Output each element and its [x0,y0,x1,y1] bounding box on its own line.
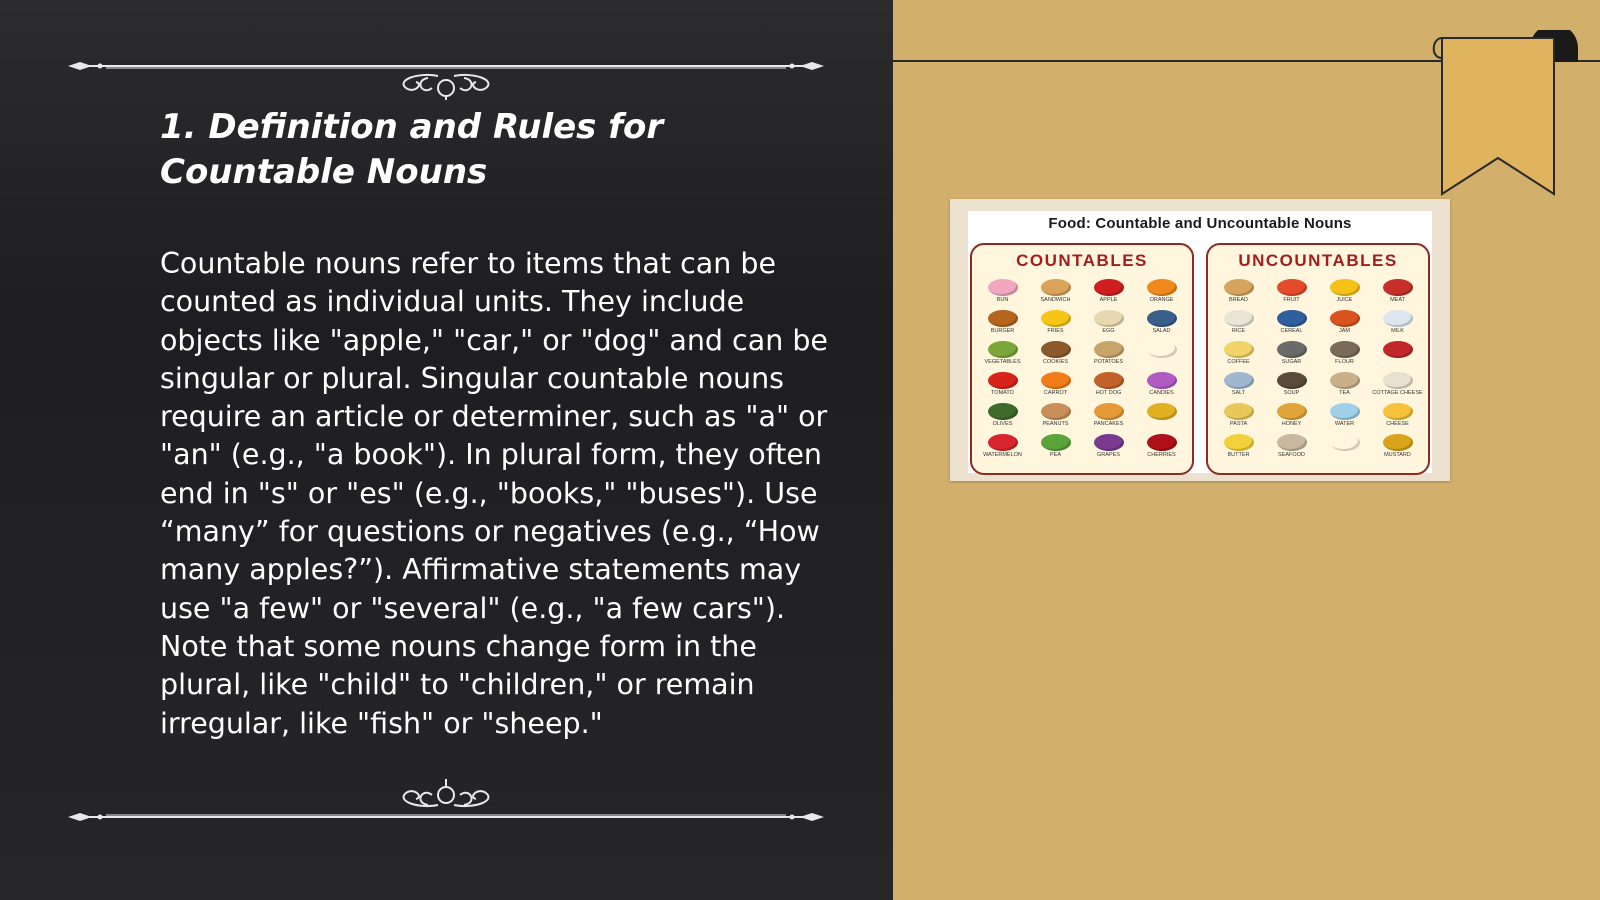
food-item-label: PEA [1049,452,1061,458]
food-item-label: COFFEE [1227,359,1250,365]
food-item [1212,403,1265,434]
food-item [1135,434,1188,465]
food-illustration-icon [1277,310,1307,327]
food-image-inner [968,211,1432,473]
food-item-label: MUSTARD [1384,452,1411,458]
bookmark-ribbon-icon [1430,30,1590,200]
food-illustration-icon [1041,341,1071,358]
food-item [1082,372,1135,403]
food-item [1082,403,1135,434]
food-illustration-icon [1224,403,1254,420]
food-item [1265,372,1318,403]
food-item-label: SUGAR [1281,359,1302,365]
food-item-label: VEGETABLES [984,359,1021,365]
food-item [1318,372,1371,403]
food-item-label: TEA [1339,390,1350,396]
food-nouns-image [950,199,1450,481]
food-item [976,310,1029,341]
food-item-label: SALT [1231,390,1246,396]
food-illustration-icon [1383,403,1413,420]
food-item [1318,310,1371,341]
food-item-label: CANDIES [1149,390,1174,396]
food-illustration-icon [1094,403,1124,420]
food-illustration-icon [1383,341,1413,358]
food-illustration-icon [1147,341,1177,358]
slide-body-text: Countable nouns refer to items that can be counted as individual units. They include objects like "apple," "car," or "dog" and can be singular or plural. Singular countable nouns require an article or determiner, such as "a" or "an" (e.g., "a book"). In plural form, they often end in "s" or "es" (e.g., "books," "buses"). Use “many” for questions or negatives (e.g., “How many apples?”). Affirmative statements may use "a few" or "several" (e.g., "a few cars"). Note that some nouns change form in the plural, like "child" to "children," or remain irregular, like "fish" or "sheep." [160,247,828,740]
food-item [1371,279,1424,310]
food-item-label: BUTTER [1227,452,1250,458]
food-item [1029,341,1082,372]
food-item [1029,279,1082,310]
food-item [1265,310,1318,341]
food-illustration-icon [1224,341,1254,358]
food-illustration-icon [1224,434,1254,451]
food-item [1029,310,1082,341]
food-illustration-icon [1277,279,1307,296]
food-item-label: FRIES [1047,328,1064,334]
food-image-title: Food: Countable and Uncountable Nouns [1048,215,1352,232]
food-illustration-icon [1041,434,1071,451]
food-item [1371,341,1424,372]
food-item-label: SALAD [1152,328,1171,334]
food-item [1265,403,1318,434]
food-item-label: TOMATO [991,390,1014,396]
food-item [1029,403,1082,434]
food-item-label: COOKIES [1042,359,1069,365]
food-item [976,434,1029,465]
food-item-label: EGG [1102,328,1115,334]
food-item [1318,279,1371,310]
food-illustration-icon [1383,434,1413,451]
food-item [1318,341,1371,372]
food-item [1082,310,1135,341]
food-illustration-icon [988,310,1018,327]
bottom-ornament-divider [66,775,826,825]
food-item [1082,434,1135,465]
uncountables-header: UNCOUNTABLES [1238,251,1398,270]
food-illustration-icon [1147,403,1177,420]
food-illustration-icon [1330,310,1360,327]
food-item-label: HOT DOG [1095,390,1122,396]
food-item-label: SEAFOOD [1278,452,1305,458]
food-illustration-icon [988,341,1018,358]
food-illustration-icon [1147,279,1177,296]
food-item-label: WATER [1334,421,1355,427]
food-illustration-icon [1041,279,1071,296]
food-item [1212,372,1265,403]
food-item-label: WATERMELON [983,452,1022,458]
food-item-label: CHERRIES [1147,452,1176,458]
food-illustration-icon [1094,310,1124,327]
top-ornament-divider [66,50,826,100]
food-item [1212,310,1265,341]
food-illustration-icon [1224,310,1254,327]
food-item [1135,279,1188,310]
food-illustration-icon [1383,310,1413,327]
food-item [976,372,1029,403]
food-item [1265,341,1318,372]
countables-column [970,243,1194,475]
food-illustration-icon [1147,434,1177,451]
food-item [1371,403,1424,434]
food-item-label: SANDWICH [1040,297,1071,303]
food-illustration-icon [1277,403,1307,420]
food-illustration-icon [1041,310,1071,327]
food-item-label: ORANGE [1149,297,1174,303]
food-illustration-icon [1277,372,1307,389]
countables-grid [976,279,1188,465]
food-item-label: FRUIT [1283,297,1300,303]
uncountables-column [1206,243,1430,475]
food-item-label: POTATOES [1093,359,1124,365]
food-illustration-icon [1277,434,1307,451]
food-illustration-icon [1383,279,1413,296]
food-illustration-icon [1094,341,1124,358]
food-illustration-icon [1330,434,1360,451]
food-item [1318,403,1371,434]
food-item-label: CHEESE [1386,421,1409,427]
food-illustration-icon [1330,403,1360,420]
food-item [1265,434,1318,465]
food-item-label: PEANUTS [1042,421,1069,427]
food-item [1082,279,1135,310]
food-item [1265,279,1318,310]
countables-header: COUNTABLES [1016,251,1148,270]
food-item-label: BURGER [990,328,1015,334]
food-illustration-icon [1094,434,1124,451]
food-illustration-icon [1224,279,1254,296]
food-item [1318,434,1371,465]
food-illustration-icon [1383,372,1413,389]
food-item-label: PANCAKES [1093,421,1124,427]
slide-title: 1. Definition and Rules for Countable Nouns [160,107,664,192]
food-item [1135,372,1188,403]
food-item-label: APPLE [1099,297,1118,303]
food-illustration-icon [1094,372,1124,389]
food-item-label: COTTAGE CHEESE [1372,390,1423,396]
food-item-label: OLIVES [992,421,1013,427]
food-item-label: JUICE [1336,297,1353,303]
food-item-label: BUN [996,297,1009,303]
food-item-label: BREAD [1229,297,1248,303]
food-item [1082,341,1135,372]
food-item-label: HONEY [1281,421,1302,427]
food-item [1029,434,1082,465]
food-illustration-icon [988,279,1018,296]
food-illustration-icon [1330,341,1360,358]
food-illustration-icon [1147,310,1177,327]
food-item [976,403,1029,434]
food-item-label: CARROT [1043,390,1068,396]
food-illustration-icon [988,403,1018,420]
food-item-label: PASTA [1229,421,1248,427]
food-item-label: JAM [1339,328,1350,334]
food-illustration-icon [1041,403,1071,420]
food-item [1135,403,1188,434]
food-item [976,279,1029,310]
food-item [1212,279,1265,310]
food-illustration-icon [1147,372,1177,389]
food-illustration-icon [988,434,1018,451]
food-item [976,341,1029,372]
food-illustration-icon [988,372,1018,389]
uncountables-grid [1212,279,1424,465]
food-item-label: SOUP [1283,390,1300,396]
food-item [1212,434,1265,465]
food-illustration-icon [1094,279,1124,296]
food-item [1371,310,1424,341]
food-illustration-icon [1041,372,1071,389]
food-item [1371,434,1424,465]
food-item [1212,341,1265,372]
food-item-label: RICE [1231,328,1246,334]
food-item-label: MILK [1391,328,1404,334]
food-item-label: MEAT [1390,297,1405,303]
food-illustration-icon [1224,372,1254,389]
food-item-label: GRAPES [1097,452,1120,458]
food-item [1135,310,1188,341]
food-item [1135,341,1188,372]
food-item [1029,372,1082,403]
food-illustration-icon [1277,341,1307,358]
food-illustration-icon [1330,279,1360,296]
food-item-label: CEREAL [1280,328,1303,334]
food-illustration-icon [1330,372,1360,389]
food-item [1371,372,1424,403]
food-item-label: FLOUR [1335,359,1354,365]
